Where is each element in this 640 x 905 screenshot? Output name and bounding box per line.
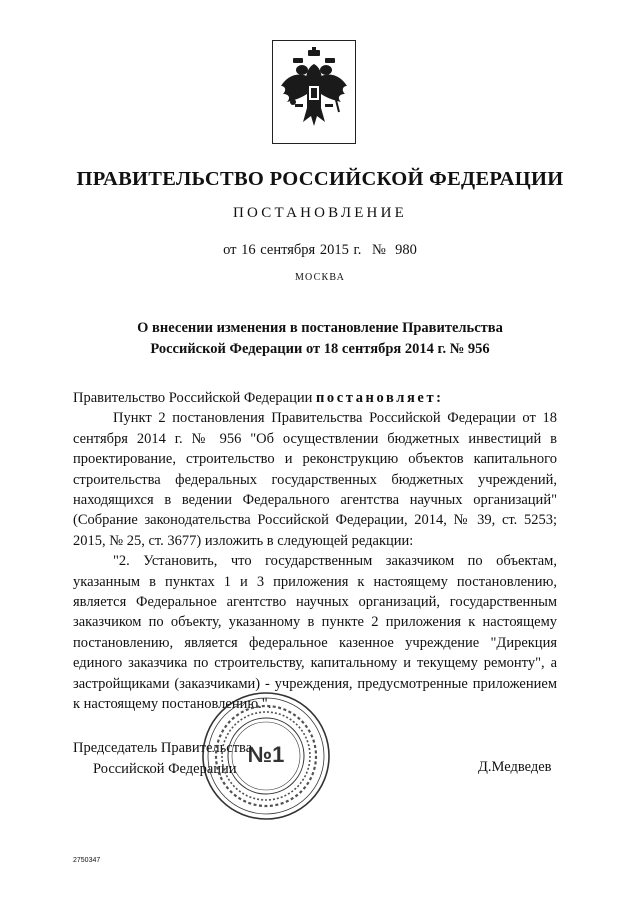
coat-of-arms-icon <box>277 46 351 138</box>
signatory-name: Д.Медведев <box>478 759 552 775</box>
document-date: от 16 сентября 2015 г. <box>223 242 362 258</box>
document-body <box>73 388 557 715</box>
city: МОСКВА <box>294 272 346 283</box>
paragraph-2: "2. Установить, что государственным заказчиком по объектам, указанным в пунктах 1 и 3 приложения к настоящему постановлению, является Федеральное агентство научных организаций, государственным заказчиком по объекту, указанному в пункте 2 приложения к настоящему постановлению, является федеральное казенное учреждение "Дирекция единого заказчика по строительству, капитальному и текущему ремонту", а застройщиками (заказчиками) - учреждения, предусмотренные приложением к настоящему постановлению.". <box>73 553 557 713</box>
document-number: 980 <box>395 242 417 258</box>
subject-line-2: Российской Федерации от 18 сентября 2014 г. № 956 <box>150 341 490 357</box>
resolves-lead: Правительство Российской Федерации <box>73 390 313 406</box>
document-type: ПОСТАНОВЛЕНИЕ <box>233 205 407 221</box>
document-code: 2750347 <box>73 857 101 864</box>
document-subject <box>0 318 640 360</box>
subject-line-1: О внесении изменения в постановление Правительства <box>137 320 503 336</box>
resolves-verb: постановляет: <box>315 390 444 406</box>
paragraph-1: Пункт 2 постановления Правительства Российской Федерации от 18 сентября 2014 г. № 956 "Об осуществлении бюджетных инвестиций в проектирование, строительство и реконструкцию объектов капитального строительства федеральных государственных бюджетных учреждений, находящихся в ведении Федерального агентства научных организаций" (Собрание законодательства Российской Федерации, 2014, № 39, ст. 5253; 2015, № 25, ст. 3677) изложить в следующей редакции: <box>73 410 557 549</box>
number-sign: № <box>372 242 386 258</box>
document-date-number <box>0 242 640 259</box>
position-line-1: Председатель Правительства <box>73 740 253 756</box>
seal-number: №1 <box>247 742 285 767</box>
government-title: ПРАВИТЕЛЬСТВО РОССИЙСКОЙ ФЕДЕРАЦИИ <box>76 168 564 190</box>
resolves-line <box>73 388 557 408</box>
coat-of-arms-frame <box>272 40 356 144</box>
position-line-2: Российской Федерации <box>93 761 237 777</box>
official-seal-icon <box>200 690 332 822</box>
